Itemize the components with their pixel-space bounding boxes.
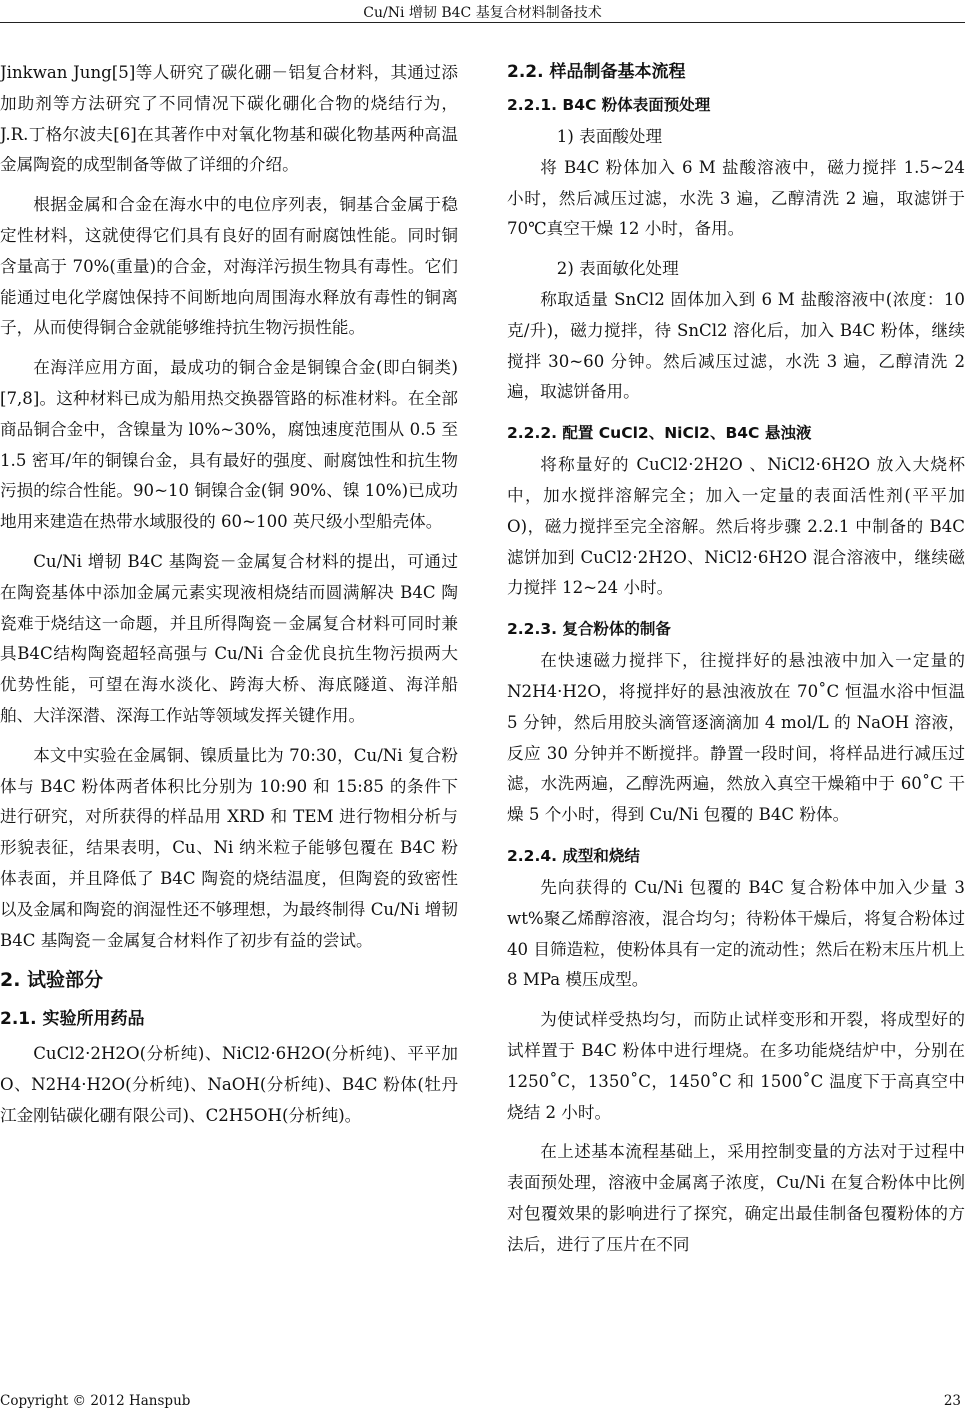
subsubsection-heading: 2.2.2. 配置 CuCl2、NiCl2、B4C 悬浊液 [507,424,812,443]
paragraph: 本文中实验在金属铜、镍质量比为 70:30，Cu/Ni 复合粉体与 B4C 粉体两者体积比分别为 10:90 和 15:85 的条件下进行研究，对所获得的样品用 XRD 和 TEM 进行物相分析与形貌表征，结果表明，Cu、Ni 纳米粒子能够包覆在 B4C 粉体表面，并且降低了 B4C 陶瓷的烧结温度，但陶瓷的致密性以及金属和陶瓷的润湿性还不够理想，为最终制得 Cu/Ni 增韧 B4C 基陶瓷－金属复合材料作了初步有益的尝试。 [0,745,458,950]
paragraph: CuCl2·2H2O(分析纯)、NiCl2·6H2O(分析纯)、平平加 O、N2H4·H2O(分析纯)、NaOH(分析纯)、B4C 粉体(牡丹江金刚钻碳化硼有限公司)、C2H5OH(分析纯)。 [0,1044,458,1125]
paragraph: 为使试样受热均匀，而防止试样变形和开裂，将成型好的试样置于 B4C 粉体中进行埋烧。在多功能烧结炉中，分别在 1250˚C，1350˚C，1450˚C 和 1500˚C 温度下于高真空中烧结 2 小时。 [507,1010,965,1122]
paragraph: 称取适量 SnCl2 固体加入到 6 M 盐酸溶液中(浓度：10 克/升)，磁力搅拌，待 SnCl2 溶化后，加入 B4C 粉体，继续搅拌 30~60 分钟。然后减压过滤，水洗 3 遍，乙醇清洗 2 遍，取滤饼备用。 [507,289,965,402]
paragraph: 将 B4C 粉体加入 6 M 盐酸溶液中，磁力搅拌 1.5~24 小时，然后减压过滤，水洗 3 遍，乙醇清洗 2 遍，取滤饼于 70℃真空干燥 12 小时，备用。 [507,157,965,239]
subsubsection-heading: 2.2.4. 成型和烧结 [507,846,640,865]
right-column [507,58,965,1261]
left-column [0,58,458,1132]
paragraph: Jinkwan Jung[5]等人研究了碳化硼－铝复合材料，其通过添加助剂等方法研究了不同情况下碳化硼化合物的烧结行为，J.R.丁格尔波夫[6]在其著作中对氧化物基和碳化物基两种高温金属陶瓷的成型制备等做了详细的介绍。 [0,63,458,175]
paragraph: 在海洋应用方面，最成功的铜合金是铜镍合金(即白铜类)[7,8]。这种材料已成为船用热交换器管路的标准材料。在全部商品铜合金中，含镍量为 l0%~30%，腐蚀速度范围从 0.5 至 1.5 密耳/年的铜镍台金，具有最好的强度、耐腐蚀性和抗生物污损的综合性能。90~10 铜镍合金(铜 90%、镍 10%)已成功地用来建造在热带水域服役的 60~100 英尺级小型船壳体。 [0,358,458,532]
copyright-footer: Copyright © 2012 Hanspub [0,1393,191,1409]
section-heading: 2. 试验部分 [0,969,104,992]
subsection-heading: 2.1. 实验所用药品 [0,1009,145,1030]
paragraph: Cu/Ni 增韧 B4C 基陶瓷－金属复合材料的提出，可通过在陶瓷基体中添加金属元素实现液相烧结而圆满解决 B4C 陶瓷难于烧结这一命题，并且所得陶瓷－金属复合材料可同时兼具B4C结构陶瓷超轻高强与 Cu/Ni 合金优良抗生物污损两大优势性能，可望在海水淡化、跨海大桥、海底隧道、海洋船舶、大洋深潜、深海工作站等领域发挥关键作用。 [0,551,458,725]
paragraph: 将称量好的 CuCl2·2H2O 、NiCl2·6H2O 放入大烧杯中，加水搅拌溶解完全；加入一定量的表面活性剂(平平加 O)，磁力搅拌至完全溶解。然后将步骤 2.2.1 中制备的 B4C 滤饼加到 CuCl2·2H2O、NiCl2·6H2O 混合溶液中，继续磁力搅拌 12~24 小时。 [507,455,965,598]
header-rule [0,22,965,23]
page-number: 23 [943,1393,961,1409]
step-label: 1) 表面酸处理 [556,127,663,146]
running-header: Cu/Ni 增韧 B4C 基复合材料制备技术 [363,5,602,21]
paragraph: 先向获得的 Cu/Ni 包覆的 B4C 复合粉体中加入少量 3 wt%聚乙烯醇溶液，混合均匀；待粉体干燥后，将复合粉体过 40 目筛造粒，使粉体具有一定的流动性；然后在粉末压片机上 8 MPa 模压成型。 [507,877,965,990]
paragraph: 在快速磁力搅拌下，往搅拌好的悬浊液中加入一定量的 N2H4·H2O，将搅拌好的悬浊液放在 70˚C 恒温水浴中恒温 5 分钟，然后用胶头滴管逐滴滴加 4 mol/L 的 NaOH 溶液，反应 30 分钟并不断搅拌。静置一段时间，将样品进行减压过滤，水洗两遍，乙醇洗两遍，然放入真空干燥箱中于 60˚C 干燥 5 个小时，得到 Cu/Ni 包覆的 B4C 粉体。 [507,651,965,825]
subsection-heading: 2.2. 样品制备基本流程 [507,62,686,82]
step-label: 2) 表面敏化处理 [556,259,679,279]
paragraph: 根据金属和合金在海水中的电位序列表，铜基合金属于稳定性材料，这就使得它们具有良好的固有耐腐蚀性能。同时铜含量高于 70%(重量)的合金，对海洋污损生物具有毒性。它们能通过电化学腐蚀保持不间断地向周围海水释放有毒性的铜离子，从而使得铜合金就能够维持抗生物污损性能。 [0,195,458,338]
paragraph: 在上述基本流程基础上，采用控制变量的方法对于过程中表面预处理，溶液中金属离子浓度，Cu/Ni 在复合粉体中比例对包覆效果的影响进行了探究，确定出最佳制备包覆粉体的方法后，进行了压片在不同 [507,1142,965,1254]
subsubsection-heading: 2.2.3. 复合粉体的制备 [507,620,671,639]
subsubsection-heading: 2.2.1. B4C 粉体表面预处理 [507,96,711,114]
